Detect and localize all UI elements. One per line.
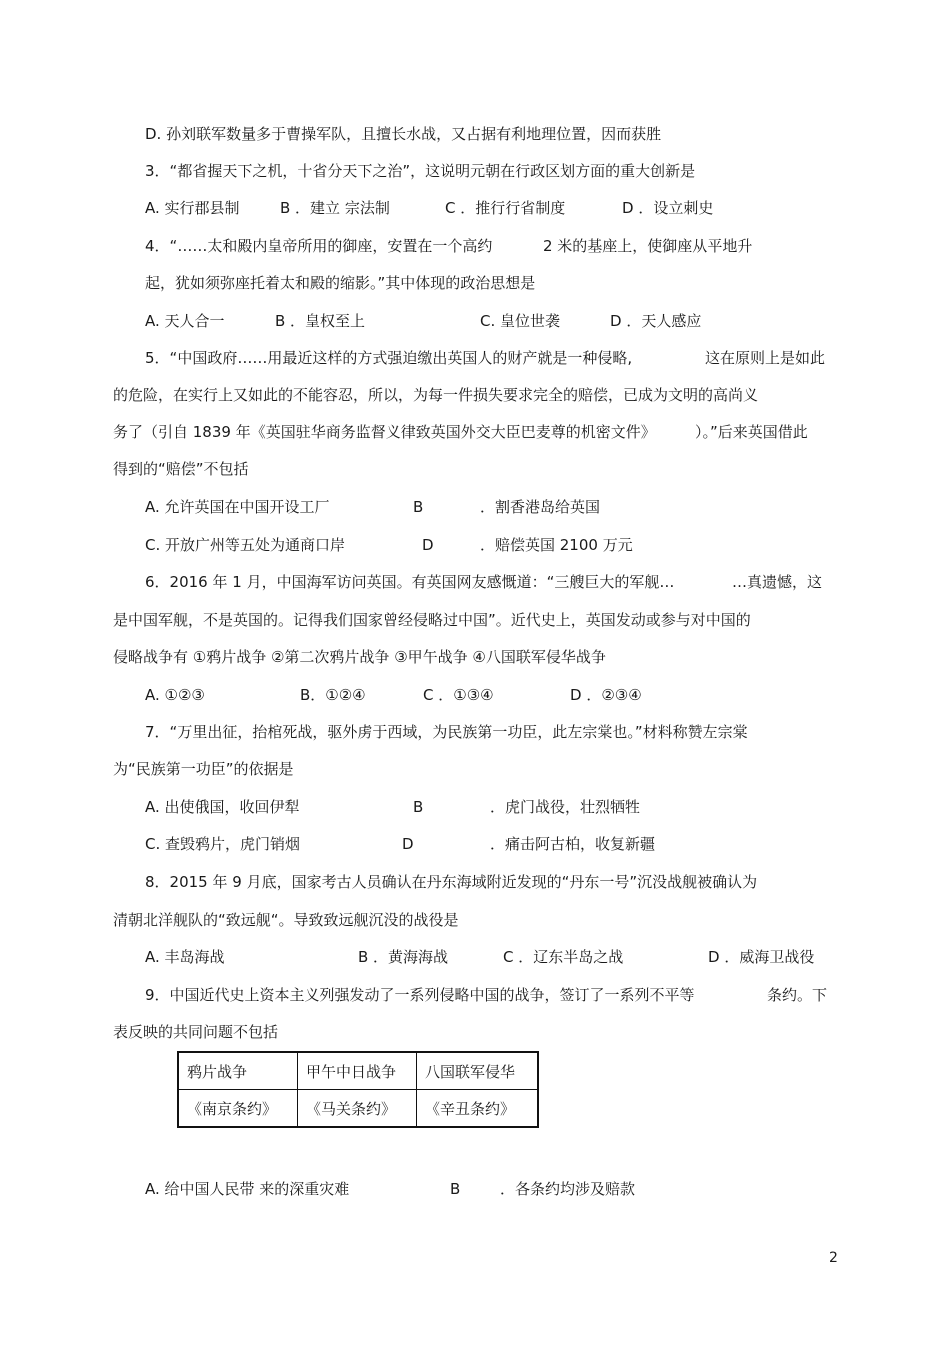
q4-option-c: C. 皇位世袭 — [480, 312, 561, 330]
q5-stem-part-d: ）。”后来英国借此 — [695, 423, 808, 441]
q4-option-b: B ．皇权至上 — [275, 312, 366, 330]
q6-option-b: B．①②④ — [300, 686, 366, 704]
q2-option-d: D. 孙刘联军数量多于曹操军队，且擅长水战，又占据有利地理位置，因而获胜 — [145, 125, 662, 143]
q6-option-c: C ．①③④ — [423, 686, 494, 704]
q9-stem-part-b: 条约。下 — [767, 986, 828, 1004]
q9-stem-part-a: 9．中国近代史上资本主义列强发动了一系列侵略中国的战争，签订了一系列不平等 — [145, 986, 695, 1004]
q6-stem-part-b: …真遗憾，这 — [732, 573, 823, 591]
q5-option-c: C. 开放广州等五处为通商口岸 — [145, 536, 346, 554]
q4-option-d: D ．天人感应 — [610, 312, 702, 330]
q8-stem-line-2: 清朝北洋舰队的“致远舰“。导致致远舰沉没的战役是 — [113, 911, 459, 929]
q9-option-a: A. 给中国人民带 来的深重灾难 — [145, 1180, 350, 1198]
table-cell: 《马关条约》 — [298, 1090, 417, 1128]
q6-stem-line-3: 侵略战争有 ①鸦片战争 ②第二次鸦片战争 ③甲午战争 ④八国联军侵华战争 — [113, 648, 606, 666]
q5-option-b-letter: B — [413, 498, 424, 516]
table-cell: 《南京条约》 — [178, 1090, 298, 1128]
q9-stem-line-2: 表反映的共同问题不包括 — [113, 1023, 279, 1041]
q3-stem: 3．“都省握天下之机，十省分天下之治”，这说明元朝在行政区划方面的重大创新是 — [145, 162, 696, 180]
q6-option-a: A. ①②③ — [145, 686, 205, 704]
q4-option-a: A. 天人合一 — [145, 312, 225, 330]
table-header-cell: 鸦片战争 — [178, 1052, 298, 1090]
q9-option-b-letter: B — [450, 1180, 461, 1198]
q5-stem-part-b: 这在原则上是如此 — [705, 349, 826, 367]
q5-option-b-text: ．割香港岛给英国 — [480, 498, 601, 516]
q6-stem-line-2: 是中国军舰，不是英国的。记得我们国家曾经侵略过中国”。近代史上，英国发动或参与对中国的 — [113, 611, 751, 629]
page-number: 2 — [829, 1250, 838, 1266]
q7-option-b-text: ．虎门战役，壮烈牺牲 — [490, 798, 641, 816]
q7-option-d-letter: D — [402, 835, 414, 853]
q7-option-c: C. 查毁鸦片，虎门销烟 — [145, 835, 301, 853]
table-row — [178, 1052, 538, 1090]
q8-option-b: B ．黄海海战 — [358, 948, 449, 966]
q7-stem-line-2: 为“民族第一功臣”的依据是 — [113, 760, 294, 778]
q4-stem-line-2: 起，犹如须弥座托着太和殿的缩影。”其中体现的政治思想是 — [145, 274, 536, 292]
q9-option-b-text: ．各条约均涉及赔款 — [500, 1180, 636, 1198]
q6-stem-part-a: 6．2016 年 1 月，中国海军访问英国。有英国网友感慨道：“三艘巨大的军舰… — [145, 573, 675, 591]
q5-option-d-letter: D — [422, 536, 434, 554]
table-cell: 《辛丑条约》 — [417, 1090, 539, 1128]
q8-option-c: C ．辽东半岛之战 — [503, 948, 624, 966]
q7-option-a: A. 出使俄国，收回伊犁 — [145, 798, 300, 816]
q3-option-a: A. 实行郡县制 — [145, 199, 240, 217]
q5-option-d-text: ．赔偿英国 2100 万元 — [480, 536, 633, 554]
table-row — [178, 1090, 538, 1128]
q9-treaty-table — [177, 1051, 539, 1128]
q6-option-d: D ．②③④ — [570, 686, 642, 704]
table-header-cell: 八国联军侵华 — [417, 1052, 539, 1090]
q5-stem-part-a: 5．“中国政府……用最近这样的方式强迫缴出英国人的财产就是一种侵略, — [145, 349, 633, 367]
q7-option-b-letter: B — [413, 798, 424, 816]
q8-stem-line-1: 8．2015 年 9 月底，国家考古人员确认在丹东海域附近发现的“丹东一号”沉没战舰被确认为 — [145, 873, 758, 891]
q3-option-c: C ．推行行省制度 — [445, 199, 566, 217]
q5-stem-part-c: 务了（引自 1839 年《英国驻华商务监督义律致英国外交大臣巴麦尊的机密文件》 — [113, 423, 656, 441]
table-header-cell: 甲午中日战争 — [298, 1052, 417, 1090]
q3-option-d: D ．设立刺史 — [622, 199, 714, 217]
q7-stem-line-1: 7．“万里出征，抬棺死战，驱外虏于西域，为民族第一功臣，此左宗棠也。”材料称赞左宗棠 — [145, 723, 748, 741]
q5-option-a: A. 允许英国在中国开设工厂 — [145, 498, 330, 516]
q7-option-d-text: ．痛击阿古柏，收复新疆 — [490, 835, 656, 853]
q3-option-b: B ．建立 宗法制 — [280, 199, 390, 217]
q8-option-d: D ．威海卫战役 — [708, 948, 815, 966]
q4-stem-part-a: 4．“……太和殿内皇帝所用的御座，安置在一个高约 — [145, 237, 493, 255]
q4-stem-part-b: 2 米的基座上，使御座从平地升 — [543, 237, 753, 255]
q5-stem-line-2: 的危险，在实行上又如此的不能容忍，所以，为每一件损失要求完全的赔偿，已成为文明的高尚义 — [113, 386, 759, 404]
q5-stem-line-4: 得到的“赔偿”不包括 — [113, 460, 249, 478]
q8-option-a: A. 丰岛海战 — [145, 948, 225, 966]
